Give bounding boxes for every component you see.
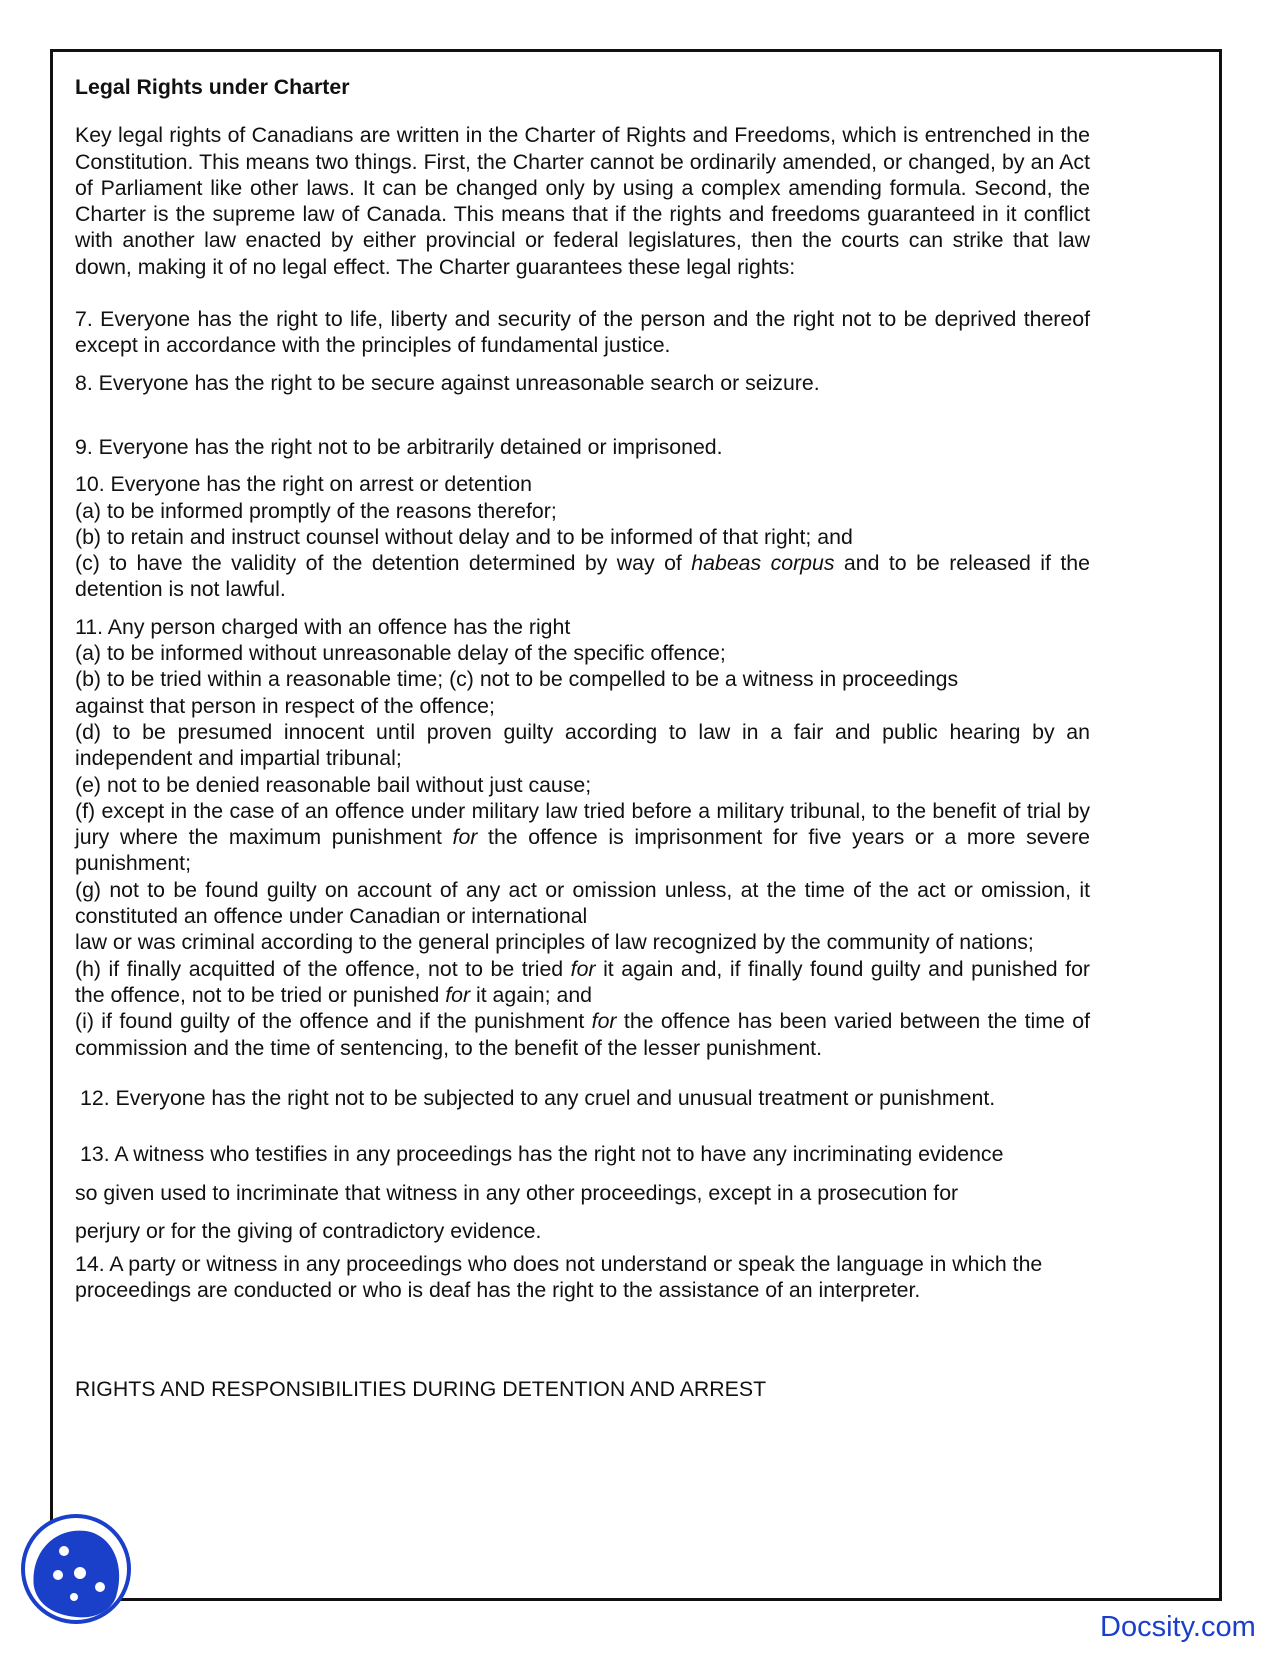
section-11-g-continued: law or was criminal according to the general principles of law recognized by the community of nations; xyxy=(75,930,1034,955)
habeas-corpus-term: habeas corpus xyxy=(691,551,835,576)
intro-paragraph: Key legal rights of Canadians are written in the Charter of Rights and Freedoms, which is entrenched in the Constitution. This means two things. First, the Charter cannot be ordinarily amended, or changed, by an Act of Parliament like other laws. It can be changed only by using a complex amending formula. Second, the Charter is the supreme law of Canada. This means that if the rights and freedoms guaranteed in it conflict with another law enacted by either provincial or federal legislatures, then the courts can strike that law down, making it of no legal effect. The Charter guarantees these legal rights: xyxy=(75,123,1090,279)
document-title: Legal Rights under Charter xyxy=(75,75,350,99)
section-11-b: (b) to be tried within a reasonable time; (c) not to be compelled to be a witness in proceedings against that person in respect of the offence; xyxy=(75,667,959,718)
section-14: 14. A party or witness in any proceedings who does not understand or speak the language in which the proceedings are conducted or who is deaf has the right to the assistance of an interpreter. xyxy=(75,1251,1043,1302)
section-11-d: (d) to be presumed innocent until proven guilty according to law in a fair and public hearing by an independent and impartial tribunal; xyxy=(75,719,1090,771)
section-11-h: (h) if finally acquitted of the offence, not to be tried for it again and, if finally found guilty and punished for the offence, not to be tried or punished for it again; and xyxy=(75,956,1091,1007)
section-9: 9. Everyone has the right not to be arbitrarily detained or imprisoned. xyxy=(75,434,723,459)
section-11-i: (i) if found guilty of the offence and if the punishment for the offence has been varied between the time of commission and the time of sentencing, to the benefit of the lesser punishment. xyxy=(75,1009,1090,1060)
section-13-line-2: so given used to incriminate that witness in any other proceedings, except in a prosecution for xyxy=(75,1180,959,1205)
section-13-line-3: perjury or for the giving of contradictory evidence. xyxy=(75,1219,542,1244)
document-body xyxy=(75,74,1090,1402)
section-10 xyxy=(75,471,1090,602)
section-13-line-1: 13. A witness who testifies in any proceedings has the right not to have any incriminating evidence xyxy=(80,1142,1004,1167)
section-7: 7. Everyone has the right to life, liberty and security of the person and the right not to be deprived thereof except in accordance with the principles of fundamental justice. xyxy=(75,307,1090,358)
section-10-b: (b) to retain and instruct counsel without delay and to be informed of that right; and xyxy=(75,524,853,549)
section-13 xyxy=(75,1135,1090,1251)
section-11-g: (g) not to be found guilty on account of any act or omission unless, at the time of the act or omission, it constituted an offence under Canadian or international xyxy=(75,877,1090,929)
section-10-a: (a) to be informed promptly of the reasons therefor; xyxy=(75,498,557,523)
section-11-e: (e) not to be denied reasonable bail without just cause; xyxy=(75,772,592,797)
section-11-lead: 11. Any person charged with an offence has the right xyxy=(75,614,571,639)
section-8: 8. Everyone has the right to be secure against unreasonable search or seizure. xyxy=(75,370,820,395)
docsity-logo-icon xyxy=(20,1513,132,1625)
section-10-lead: 10. Everyone has the right on arrest or detention xyxy=(75,472,532,497)
section-12: 12. Everyone has the right not to be subjected to any cruel and unusual treatment or punishment. xyxy=(80,1085,996,1110)
section-11-f: (f) except in the case of an offence under military law tried before a military tribunal, to the benefit of trial by jury where the maximum punishment for the offence is imprisonment for five years or a more severe punishment; xyxy=(75,798,1091,876)
section-11-a: (a) to be informed without unreasonable delay of the specific offence; xyxy=(75,641,726,666)
section-heading: RIGHTS AND RESPONSIBILITIES DURING DETENTION AND ARREST xyxy=(75,1377,767,1402)
section-11 xyxy=(75,614,1090,1061)
section-10-c: (c) to have the validity of the detention determined by way of habeas corpus and to be released if the detention is not lawful. xyxy=(75,551,1090,602)
docsity-brand-link[interactable]: Docsity.com xyxy=(1100,1611,1256,1643)
